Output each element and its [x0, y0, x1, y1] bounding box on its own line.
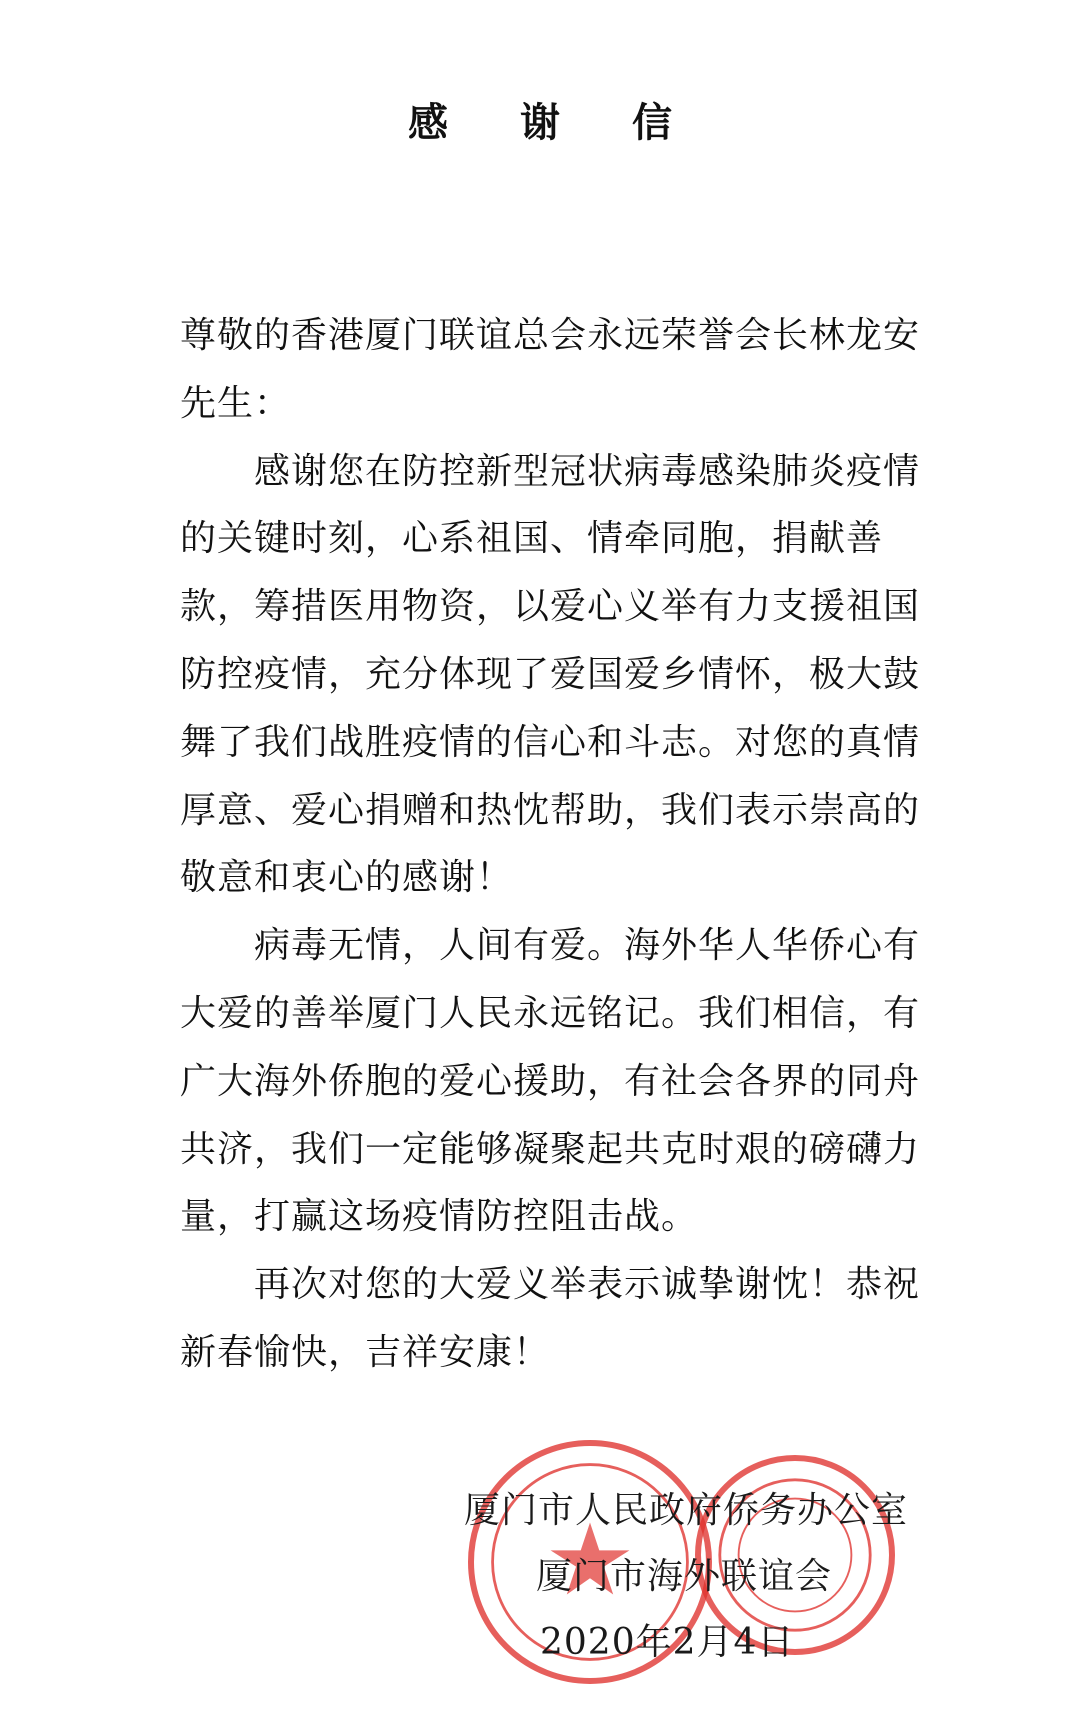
letter-title: 感谢信 — [408, 100, 744, 146]
signatory-friendship-association: 厦门市海外联谊会 — [536, 1556, 833, 1597]
salutation-line-2: 先生： — [180, 382, 292, 424]
signatory-overseas-office: 厦门市人民政府侨务办公室 — [464, 1490, 909, 1531]
signature-block — [440, 1478, 940, 1676]
paragraph-greeting: 再次对您的大爱义举表示诚挚谢忱！恭祝新春愉快，吉祥安康！ — [180, 1264, 921, 1373]
letter-body — [180, 302, 935, 1387]
paragraph-thanks: 感谢您在防控新型冠状病毒感染肺炎疫情的关键时刻，心系祖国、情牵同胞，捐献善款，筹措医用物资，以爱心义举有力支援祖国防控疫情，充分体现了爱国爱乡情怀，极大鼓舞了我们战胜疫情的信心和斗志。对您的真情厚意、爱心捐赠和热忱帮助，我们表示崇高的敬意和衷心的感谢！ — [180, 450, 921, 899]
salutation-line-1: 尊敬的香港厦门联谊总会永远荣誉会长林龙安 — [180, 315, 921, 356]
paragraph-confidence: 病毒无情，人间有爱。海外华人华侨心有大爱的善举厦门人民永远铭记。我们相信，有广大海外侨胞的爱心援助，有社会各界的同舟共济，我们一定能够凝聚起共克时艰的磅礴力量，打赢这场疫情防控阻击战。 — [180, 925, 921, 1238]
letter-date: 2020年2月4日 — [540, 1622, 795, 1663]
